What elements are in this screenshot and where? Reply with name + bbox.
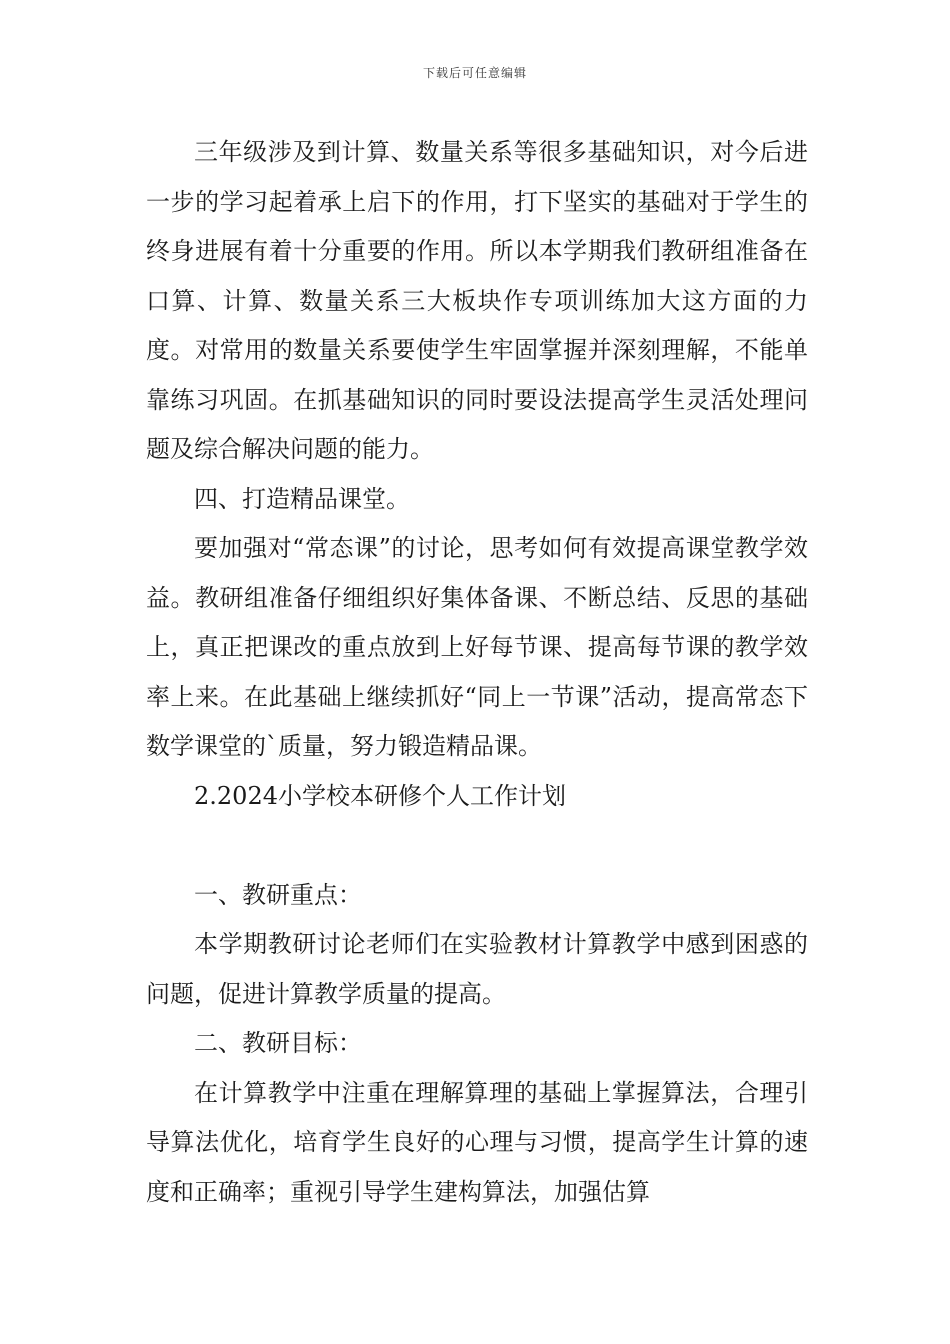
blank-line xyxy=(146,821,808,871)
heading-research-goals: 二、教研目标： xyxy=(194,1029,362,1057)
paragraph-research-focus: 本学期教研讨论老师们在实验教材计算教学中感到困惑的问题，促进计算教学质量的提高。 xyxy=(146,930,808,1008)
heading-research-focus: 一、教研重点： xyxy=(194,880,362,909)
paragraph-normal-class: 要加强对“常态课”的讨论，思考如何有效提高课堂教学效益。教研组准备仔细组织好集体备课、不断总结、反思的基础上，真正把课改的重点放到上好每节课、提高每节课的教学效率上来。在此基础上继续抓好“同上一节课”活动，提高常态下数学课堂的`质量，努力锻造精品课。 xyxy=(146,534,808,760)
paragraph-foundation: 三年级涉及到计算、数量关系等很多基础知识，对今后进一步的学习起着承上启下的作用，打下坚实的基础对于学生的终身进展有着十分重要的作用。所以本学期我们教研组准备在口算、计算、数量关系三大板块作专项训练加大这方面的力度。对常用的数量关系要使学生牢固掌握并深刻理解，不能单靠练习巩固。在抓基础知识的同时要设法提高学生灵活处理问题及综合解决问题的能力。 xyxy=(146,138,808,463)
header-note: 下载后可任意编辑 xyxy=(422,66,527,80)
heading-quality-class: 四、打造精品课堂。 xyxy=(194,484,410,513)
document-body xyxy=(146,128,808,1217)
paragraph-research-goals: 在计算教学中注重在理解算理的基础上掌握算法，合理引导算法优化，培育学生良好的心理与习惯，提高学生计算的速度和正确率；重视引导学生建构算法，加强估算 xyxy=(146,1078,808,1206)
section-title-plan: 2.2024小学校本研修个人工作计划 xyxy=(194,781,566,810)
